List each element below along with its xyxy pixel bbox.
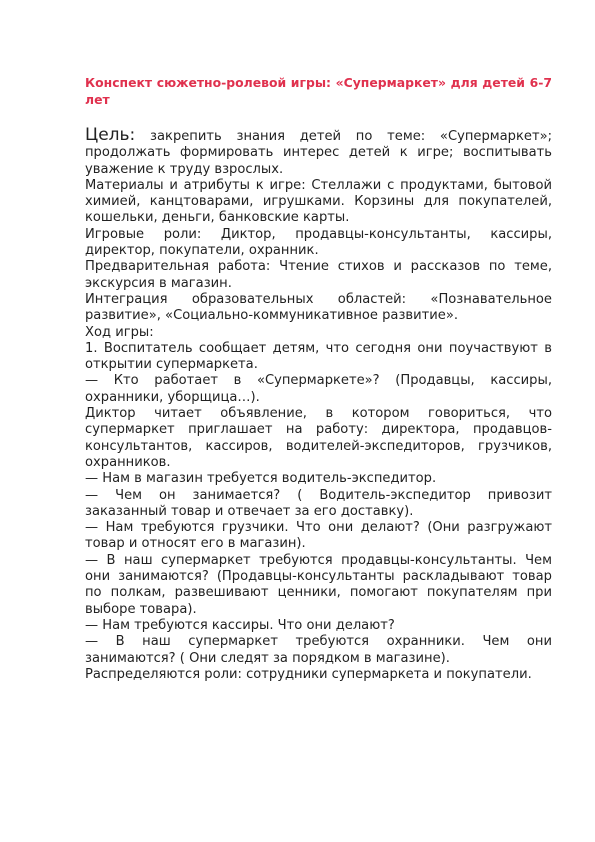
goal-text: закрепить знания детей по теме: «Супермаркет»; продолжать формировать интерес детей к игре; воспитывать уважение к труду взрослых. [85,129,552,177]
goal-label: Цель: [85,125,136,145]
dialogue-line: — Нам требуются грузчики. Что они делают? (Они разгружают товар и относят его в магазин). [85,520,552,552]
dialogue-line: — Кто работает в «Супермаркете»? (Продавцы, кассиры, охранники, уборщица…). [85,373,552,405]
dialogue-line: — Нам требуются кассиры. Что они делают? [85,617,395,633]
preliminary-work-paragraph: Предварительная работа: Чтение стихов и рассказов по теме, экскурсия в магазин. [85,259,552,291]
integration-paragraph: Интеграция образовательных областей: «Познавательное развитие», «Социально-коммуникативное развитие». [85,291,552,324]
dialogue-line: — Нам в магазин требуется водитель-экспедитор. [85,471,437,487]
roles-paragraph: Игровые роли: Диктор, продавцы-консультанты, кассиры, директор, покупатели, охранник. [85,226,552,259]
dialogue-line: — В наш супермаркет требуются охранники. Чем они занимаются? ( Они следят за порядком в магазине). [85,634,552,666]
materials-paragraph: Материалы и атрибуты к игре: Стеллажи с продуктами, бытовой химией, канцтоварами, игрушками. Корзины для покупателей, кошельки, деньги, банковские карты. [85,177,552,226]
step-one-paragraph: 1. Воспитатель сообщает детям, что сегодня они поучаствуют в открытии супермаркета. [85,340,552,373]
document-page [85,74,552,683]
dialogue-line: — Чем он занимается? ( Водитель-экспедитор привозит заказанный товар и отвечает за его доставку). [85,487,552,519]
roles-distribution-paragraph: Распределяются роли: сотрудники супермаркета и покупатели. [85,666,532,682]
game-progress-heading: Ход игры: [85,324,154,340]
document-title: Конспект сюжетно-ролевой игры: «Супермаркет» для детей 6-7 лет [85,75,552,107]
goal-paragraph [85,127,552,178]
dialogue-line: — В наш супермаркет требуются продавцы-консультанты. Чем они занимаются? (Продавцы-консультанты раскладывают товар по полкам, развешивают ценники, помогают покупателям при выборе товара). [85,552,552,617]
announcer-paragraph: Диктор читает объявление, в котором говориться, что супермаркет приглашает на работу: директора, продавцов-консультантов, кассиров, водителей-экспедиторов, грузчиков, охранников. [85,406,552,470]
